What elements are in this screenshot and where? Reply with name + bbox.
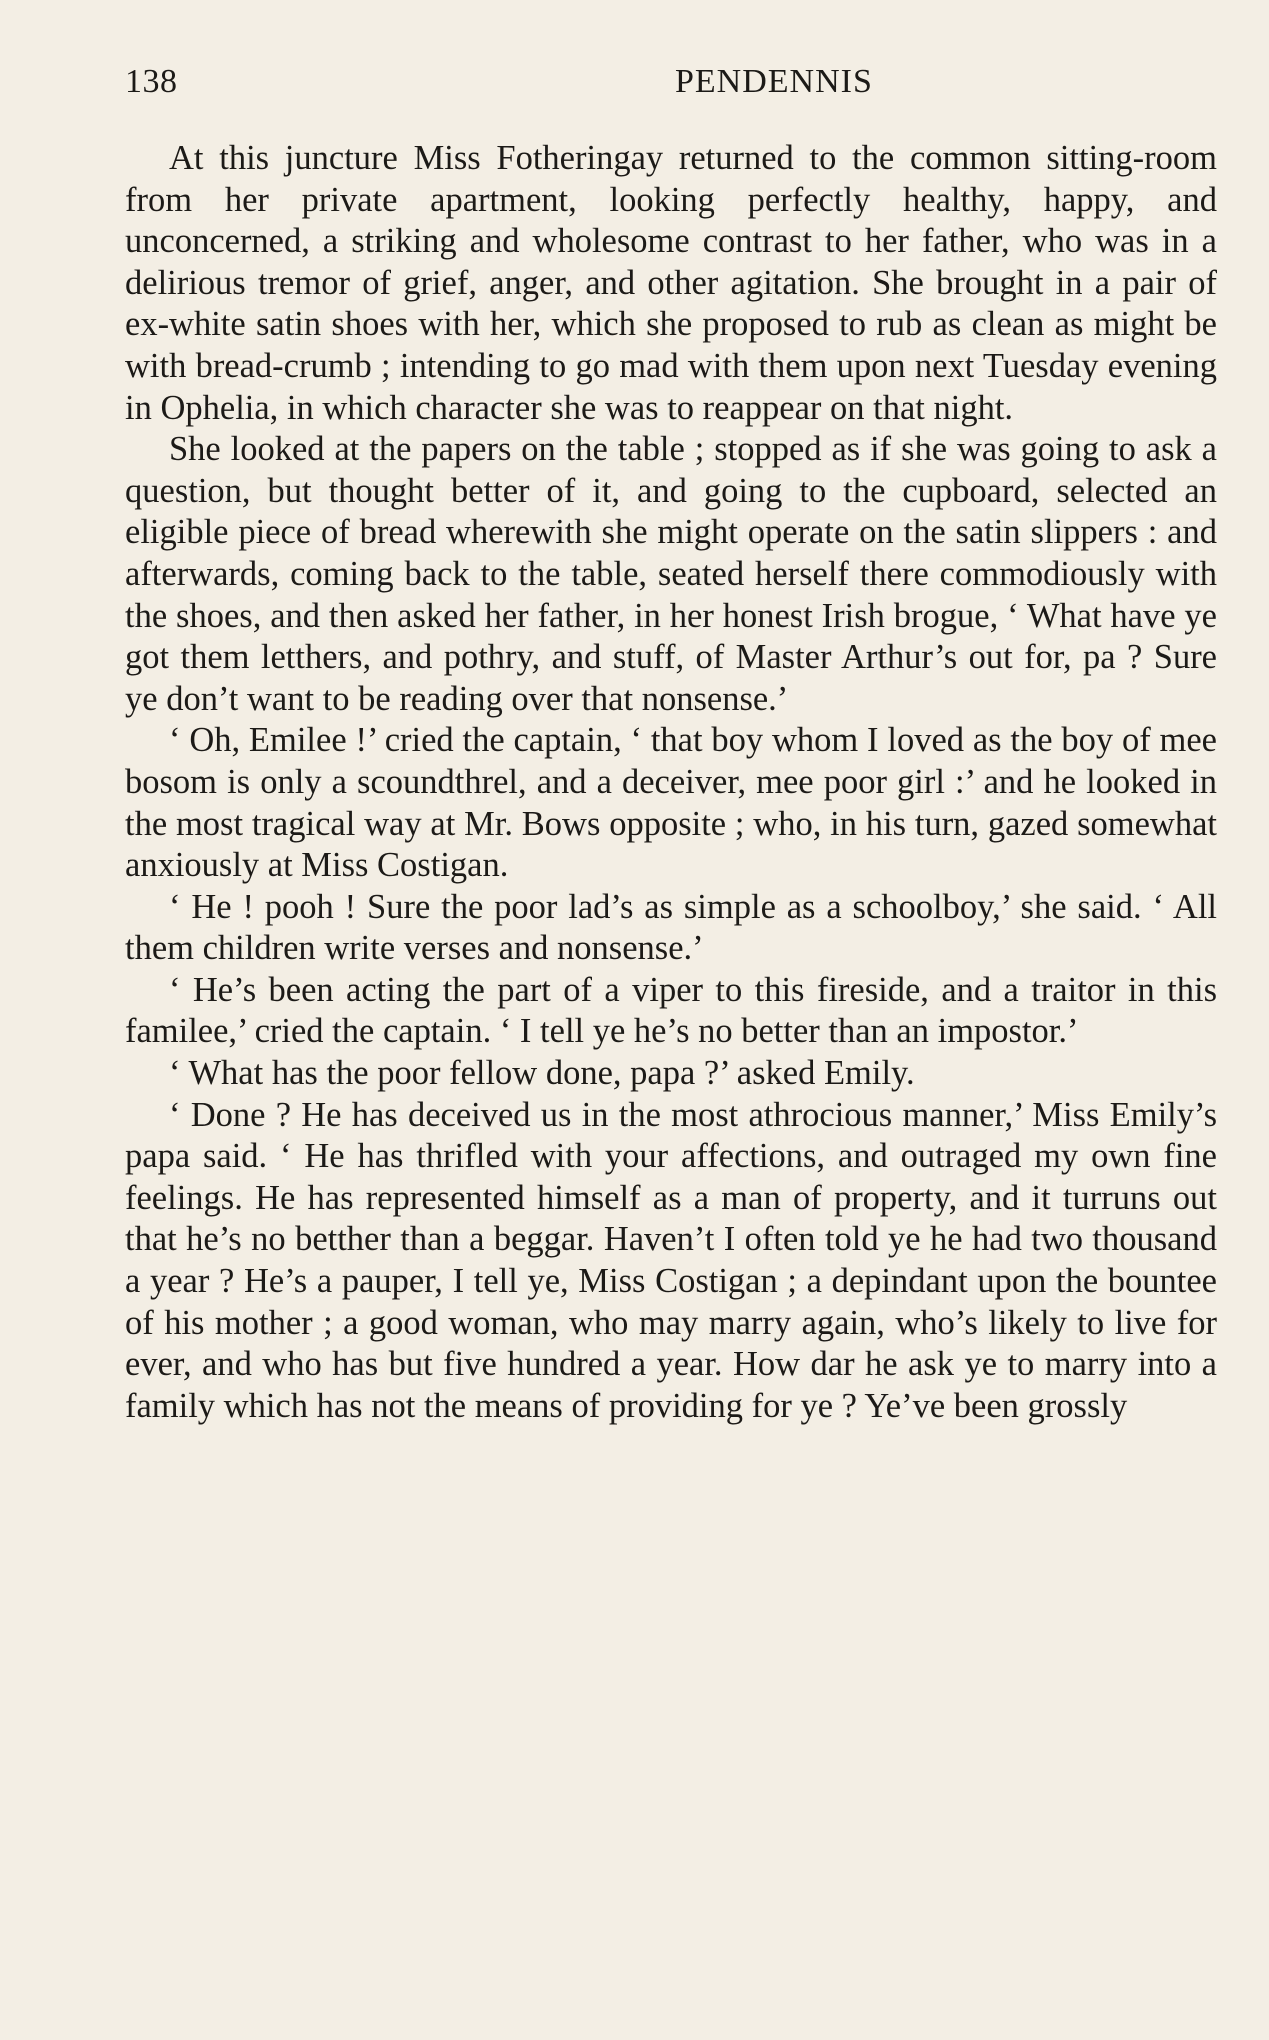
paragraph: ‘ Oh, Emilee !’ cried the captain, ‘ that boy whom I loved as the boy of mee bosom is only a scoundthrel, and a deceiver, mee poor girl :’ and he looked in the most tragical way at Mr. Bows opposite ; who, in his turn, gazed somewhat anxiously at Miss Costigan. — [125, 721, 1217, 885]
running-title: PENDENNIS — [675, 63, 873, 100]
page-header — [125, 58, 1217, 106]
paragraph: She looked at the papers on the table ; stopped as if she was going to ask a question, but thought better of it, and going to the cupboard, selected an eligible piece of bread wherewith she might operate on the satin slippers : and afterwards, coming back to the table, seated herself there commodiously with the shoes, and then asked her father, in her honest Irish brogue, ‘ What have ye got them letthers, and pothry, and stuff, of Master Arthur’s out for, pa ? Sure ye don’t want to be reading over that nonsense.’ — [125, 430, 1217, 718]
paragraph: ‘ Done ? He has deceived us in the most athrocious manner,’ Miss Emily’s papa said. ‘ He has thrifled with your affections, and outraged my own fine feelings. He has represented himself as a man of property, and it turruns out that he’s no betther than a beggar. Haven’t I often told ye he had two thousand a year ? He’s a pauper, I tell ye, Miss Costigan ; a depindant upon the bountee of his mother ; a good woman, who may marry again, who’s likely to live for ever, and who has but five hundred a year. How dar he ask ye to marry into a family which has not the means of providing for ye ? Ye’ve been grossly — [125, 1095, 1217, 1425]
page-number: 138 — [125, 63, 178, 100]
paragraph: ‘ He’s been acting the part of a viper to this fireside, and a traitor in this familee,’ cried the captain. ‘ I tell ye he’s no better than an impostor.’ — [125, 970, 1217, 1051]
paragraph: ‘ What has the poor fellow done, papa ?’ asked Emily. — [169, 1054, 915, 1093]
paragraph: At this juncture Miss Fotheringay returned to the common sitting-room from her private apartment, looking perfectly healthy, happy, and unconcerned, a striking and wholesome contrast to her father, who was in a delirious tremor of grief, anger, and other agitation. She brought in a pair of ex-white satin shoes with her, which she proposed to rub as clean as might be with bread-crumb ; intending to go mad with them upon next Tuesday evening in Ophelia, in which character she was to reappear on that night. — [125, 139, 1217, 427]
paragraph: ‘ He ! pooh ! Sure the poor lad’s as simple as a schoolboy,’ she said. ‘ All them children write verses and nonsense.’ — [125, 887, 1217, 968]
body-text — [125, 138, 1217, 1427]
